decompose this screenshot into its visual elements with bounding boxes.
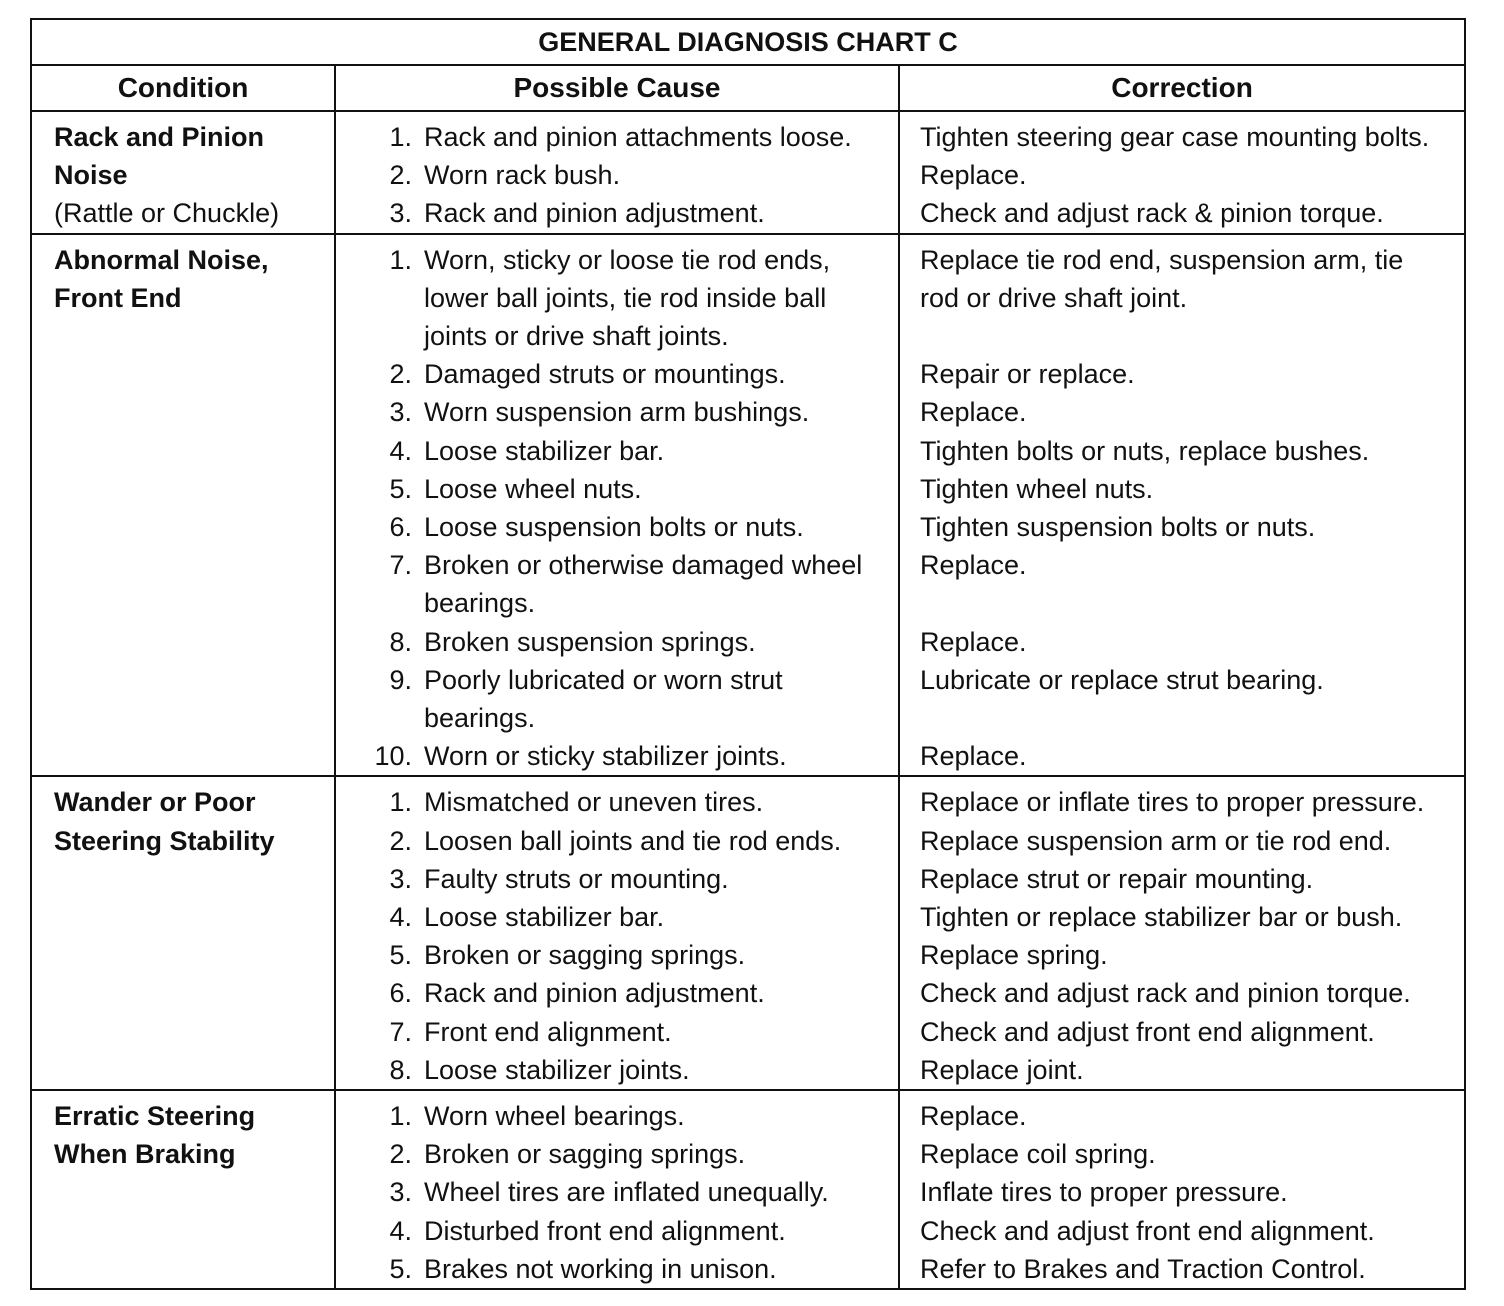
condition-label: Wander or Poor (54, 787, 256, 818)
cause-number: 6. (389, 512, 412, 543)
cause-item (336, 661, 898, 737)
table-row (31, 1090, 1465, 1289)
table-row (31, 776, 1465, 1090)
cause-item (336, 194, 898, 232)
cause-number: 3. (389, 1177, 412, 1208)
correction-text: Lubricate or replace strut bearing. (920, 664, 1324, 695)
correction-cell (899, 111, 1465, 234)
correction-text: Check and adjust rack and pinion torque. (920, 978, 1411, 1009)
cause-text: Broken or sagging springs. (424, 1139, 746, 1170)
cause-number: 6. (389, 978, 412, 1009)
cause-item (336, 470, 898, 508)
cause-number: 2. (389, 359, 412, 390)
cause-text: Loose stabilizer joints. (424, 1054, 690, 1085)
cause-text: Faulty struts or mounting. (424, 863, 729, 894)
cause-text: Worn, sticky or loose tie rod ends, lower ball joints, tie rod inside ball joints or drive shaft joints. (424, 244, 831, 352)
correction-text: Replace. (920, 160, 1027, 191)
cause-text: Rack and pinion attachments loose. (424, 122, 852, 152)
correction-text: Replace. (920, 550, 1027, 581)
header-correction: Correction (899, 65, 1465, 111)
correction-text (920, 317, 1458, 355)
possible-cause-cell (335, 111, 899, 234)
cause-number: 3. (389, 397, 412, 428)
cause-item (336, 393, 898, 431)
correction-text (920, 584, 1458, 622)
correction-text: Refer to Brakes and Traction Control. (920, 1253, 1366, 1284)
correction-text: rod or drive shaft joint. (920, 282, 1188, 313)
cause-number: 1. (389, 122, 412, 152)
cause-text: Loosen ball joints and tie rod ends. (424, 825, 842, 856)
cause-item (336, 783, 898, 821)
condition-cell (31, 776, 335, 1090)
cause-number: 2. (389, 160, 412, 191)
correction-text: Replace strut or repair mounting. (920, 863, 1314, 894)
correction-cell (899, 234, 1465, 777)
cause-number: 2. (389, 825, 412, 856)
cause-text: Broken or sagging springs. (424, 940, 746, 971)
cause-text: Worn wheel bearings. (424, 1101, 685, 1132)
cause-item (336, 860, 898, 898)
correction-text: Tighten wheel nuts. (920, 473, 1154, 504)
cause-number: 8. (389, 1054, 412, 1085)
condition-label: Erratic Steering (54, 1101, 256, 1132)
cause-item (336, 1250, 898, 1288)
cause-text: Wheel tires are inflated unequally. (424, 1177, 829, 1208)
correction-text: Tighten steering gear case mounting bolts. (920, 122, 1430, 152)
cause-text: Loose stabilizer bar. (424, 435, 665, 466)
cause-item (336, 1135, 898, 1173)
cause-text: Loose stabilizer bar. (424, 902, 665, 933)
condition-cell (31, 1090, 335, 1289)
cause-item (336, 1097, 898, 1135)
cause-item (336, 1212, 898, 1250)
cause-item (336, 974, 898, 1012)
cause-text: Broken suspension springs. (424, 626, 756, 657)
cause-number: 8. (389, 626, 412, 657)
possible-cause-cell (335, 1090, 899, 1289)
correction-text: Repair or replace. (920, 359, 1135, 390)
cause-item (336, 1051, 898, 1089)
correction-text: Replace tie rod end, suspension arm, tie (920, 244, 1404, 275)
cause-number: 1. (389, 787, 412, 818)
cause-item (336, 432, 898, 470)
correction-text: Replace spring. (920, 940, 1108, 971)
cause-item (336, 737, 898, 775)
cause-number: 3. (389, 198, 412, 229)
cause-number: 4. (389, 1215, 412, 1246)
correction-text: Tighten bolts or nuts, replace bushes. (920, 435, 1370, 466)
condition-label: Steering Stability (54, 825, 275, 856)
condition-label: Rack and Pinion (54, 122, 265, 152)
cause-text: Broken or otherwise damaged wheel bearings. (424, 550, 863, 619)
cause-item (336, 822, 898, 860)
cause-text: Worn rack bush. (424, 160, 621, 191)
table-body (31, 111, 1465, 1289)
cause-text: Loose wheel nuts. (424, 473, 642, 504)
correction-text: Check and adjust rack & pinion torque. (920, 198, 1384, 229)
condition-label: Front End (54, 282, 182, 313)
cause-number: 10. (374, 741, 412, 772)
diagnosis-table (30, 18, 1466, 1290)
cause-number: 7. (389, 1016, 412, 1047)
cause-number: 2. (389, 1139, 412, 1170)
cause-item (336, 1173, 898, 1211)
cause-text: Rack and pinion adjustment. (424, 978, 765, 1009)
cause-number: 7. (389, 550, 412, 581)
possible-cause-cell (335, 234, 899, 777)
header-possible-cause: Possible Cause (335, 65, 899, 111)
cause-text: Worn suspension arm bushings. (424, 397, 810, 428)
correction-text: Replace. (920, 1101, 1027, 1132)
correction-cell (899, 776, 1465, 1090)
table-row (31, 111, 1465, 234)
cause-text: Brakes not working in unison. (424, 1253, 777, 1284)
cause-text: Poorly lubricated or worn strut bearings. (424, 664, 783, 734)
correction-text: Replace. (920, 741, 1027, 772)
cause-text: Damaged struts or mountings. (424, 359, 786, 390)
correction-text: Inflate tires to proper pressure. (920, 1177, 1288, 1208)
cause-number: 1. (389, 1101, 412, 1132)
cause-text: Front end alignment. (424, 1016, 672, 1047)
cause-number: 5. (389, 1253, 412, 1284)
cause-item (336, 355, 898, 393)
cause-number: 3. (389, 863, 412, 894)
condition-note: (Rattle or Chuckle) (54, 198, 280, 229)
cause-text: Mismatched or uneven tires. (424, 787, 764, 818)
cause-text: Disturbed front end alignment. (424, 1215, 786, 1246)
correction-text: Replace coil spring. (920, 1139, 1156, 1170)
header-condition: Condition (31, 65, 335, 111)
correction-text: Replace. (920, 397, 1027, 428)
condition-label: Abnormal Noise, (54, 244, 269, 275)
cause-item (336, 898, 898, 936)
condition-label: Noise (54, 160, 128, 191)
correction-text: Check and adjust front end alignment. (920, 1016, 1375, 1047)
correction-text: Replace. (920, 626, 1027, 657)
cause-item (336, 241, 898, 356)
cause-item (336, 508, 898, 546)
cause-item (336, 623, 898, 661)
correction-text: Replace or inflate tires to proper pressure. (920, 787, 1425, 818)
correction-text: Tighten suspension bolts or nuts. (920, 512, 1316, 543)
cause-text: Worn or sticky stabilizer joints. (424, 741, 787, 772)
cause-number: 1. (389, 244, 412, 275)
correction-text: Check and adjust front end alignment. (920, 1215, 1375, 1246)
possible-cause-cell (335, 776, 899, 1090)
correction-text: Replace joint. (920, 1054, 1084, 1085)
condition-label: When Braking (54, 1139, 236, 1170)
cause-item (336, 156, 898, 194)
cause-text: Rack and pinion adjustment. (424, 198, 765, 229)
correction-text (920, 699, 1458, 737)
chart-title: GENERAL DIAGNOSIS CHART C (31, 19, 1465, 65)
correction-text: Replace suspension arm or tie rod end. (920, 825, 1392, 856)
cause-item (336, 118, 898, 156)
cause-text: Loose suspension bolts or nuts. (424, 512, 804, 543)
cause-number: 9. (389, 664, 412, 695)
cause-item (336, 936, 898, 974)
correction-cell (899, 1090, 1465, 1289)
cause-number: 5. (389, 940, 412, 971)
cause-item (336, 1013, 898, 1051)
condition-cell (31, 111, 335, 234)
cause-number: 4. (389, 902, 412, 933)
table-row (31, 234, 1465, 777)
correction-text: Tighten or replace stabilizer bar or bush. (920, 902, 1403, 933)
cause-number: 5. (389, 473, 412, 504)
condition-cell (31, 234, 335, 777)
cause-number: 4. (389, 435, 412, 466)
cause-item (336, 546, 898, 622)
